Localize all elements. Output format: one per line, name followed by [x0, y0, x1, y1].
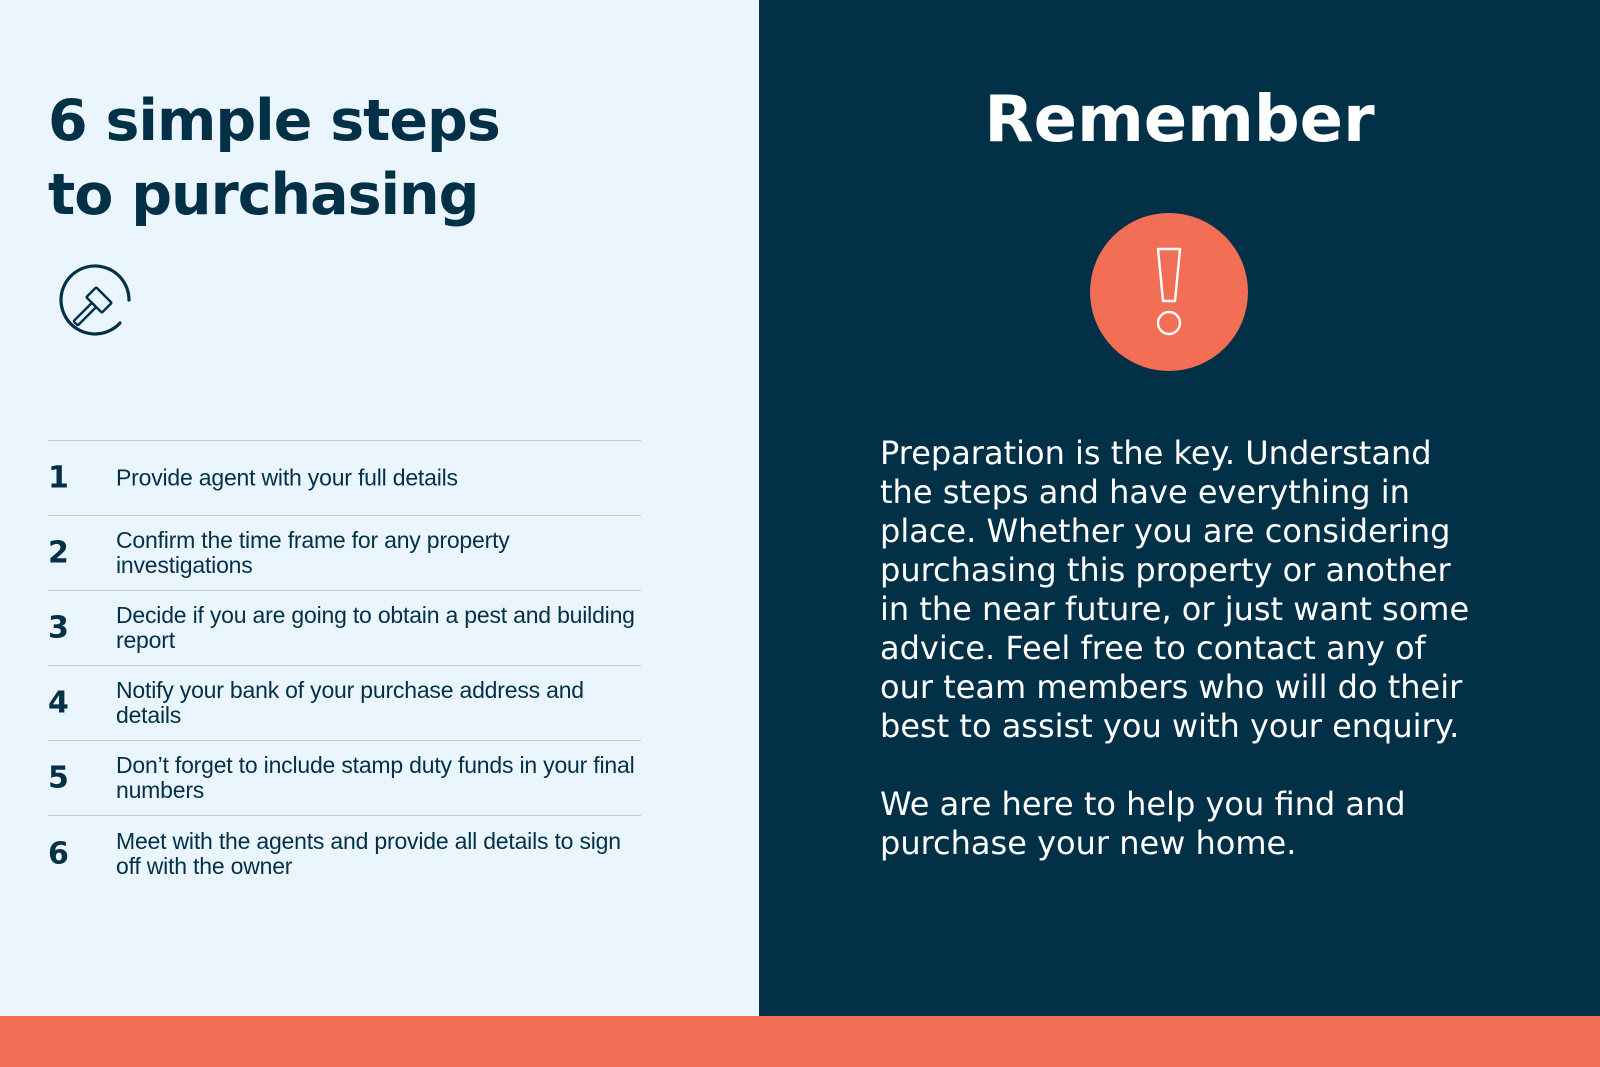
gavel-icon	[57, 261, 137, 341]
step-text: Don’t forget to include stamp duty funds in your final numbers	[116, 752, 635, 803]
bottom-accent-bar	[0, 1016, 1600, 1067]
step-row	[48, 441, 641, 516]
step-row	[48, 591, 641, 666]
step-number: 4	[48, 685, 69, 721]
step-number: 2	[48, 535, 69, 571]
step-number: 5	[48, 760, 69, 796]
step-text: Decide if you are going to obtain a pest and building report	[116, 602, 635, 653]
step-text: Notify your bank of your purchase address and details	[116, 677, 584, 728]
step-row	[48, 666, 641, 741]
steps-title-line-1: 6 simple steps	[48, 88, 500, 154]
step-row	[48, 516, 641, 591]
steps-title	[48, 84, 500, 232]
remember-title: Remember	[984, 83, 1375, 157]
remember-body	[880, 434, 1480, 863]
steps-title-line-2: to purchasing	[48, 162, 479, 228]
step-number: 3	[48, 610, 69, 646]
step-row	[48, 816, 641, 891]
step-text: Confirm the time frame for any property investigations	[116, 527, 510, 578]
step-number: 6	[48, 836, 69, 871]
step-number: 1	[48, 460, 69, 496]
step-text: Provide agent with your full details	[116, 464, 458, 491]
steps-list	[48, 440, 641, 891]
remember-paragraph: Preparation is the key. Understand the steps and have everything in place. Whether you are considering purchasing this property or another in the near future, or just want some advice. Feel free to contact any of our team members who will do their best to assist you with your enquiry.	[880, 434, 1470, 745]
exclamation-icon	[1090, 213, 1248, 371]
step-row	[48, 741, 641, 816]
step-text: Meet with the agents and provide all details to sign off with the owner	[116, 827, 621, 879]
remember-paragraph: We are here to help you find and purchase your new home.	[880, 785, 1406, 862]
